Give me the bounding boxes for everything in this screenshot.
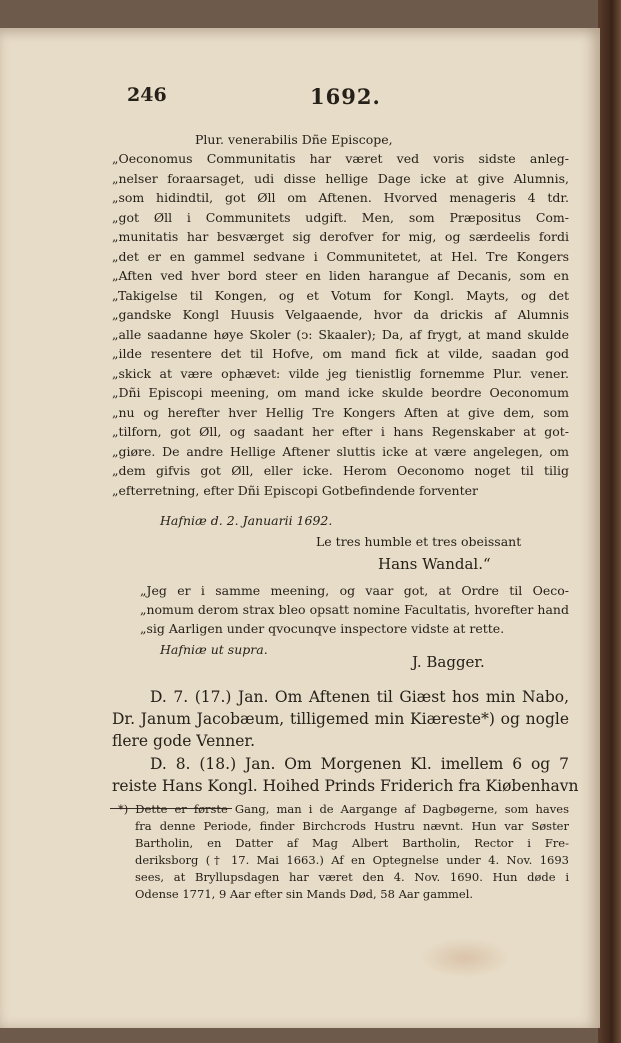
letter-line: „dem gifvis got Øll, eller icke. Herom Oeconomo noget til tilig (112, 463, 569, 478)
letter-line: „det er en gammel sedvane i Communitetet, at Hel. Tre Kongers (112, 249, 569, 264)
book-spine-edge (598, 0, 621, 1043)
footnote-line: Bartholin, en Datter af Mag Albert Bartholin, Rector i Fre- (135, 836, 569, 850)
diary-line: Dr. Janum Jacobæum, tilligemed min Kiæreste*) og nogle (112, 710, 569, 728)
letter-date: Hafniæ d. 2. Januarii 1692. (160, 513, 333, 528)
footnote-line: *) Dette er første Gang, man i de Aargange af Dagbøgerne, som haves (118, 802, 569, 816)
letter-line: „sig Aarligen under qvocunqve inspectore vidste at rette. (140, 621, 505, 636)
diary-line: D. 7. (17.) Jan. Om Aftenen til Giæst hos min Nabo, (150, 688, 569, 706)
diary-line: D. 8. (18.) Jan. Om Morgenen Kl. imellem 6 og 7 (150, 755, 569, 773)
letter-line: „munitatis har besværget sig derofver for mig, og særdeelis fordi (112, 229, 569, 244)
letter-line: „Jeg er i samme meening, og vaar got, at Ordre til Oeco- (140, 583, 569, 598)
letter-line: „Oeconomus Communitatis har været ved voris sidste anleg- (112, 151, 569, 166)
letter-signature: Hans Wandal.“ (378, 555, 491, 573)
letter-place: Hafniæ ut supra. (160, 642, 268, 657)
letter-line: „nelser foraarsaget, udi disse hellige Dage icke at give Alumnis, (112, 171, 569, 186)
letter-line: „Takigelse til Kongen, og et Votum for Kongl. Mayts, og det (112, 288, 569, 303)
letter-line: „nomum derom strax bleo opsatt nomine Facultatis, hvorefter hand (140, 602, 569, 617)
letter-line: „Dñi Episcopi meening, om mand icke skulde beordre Oeconomum (112, 385, 569, 400)
diary-line: reiste Hans Kongl. Hoihed Prinds Friderich fra Kiøbenhavn (112, 777, 579, 795)
letter-line: „gandske Kongl Huusis Velgaaende, hvor da drickis af Alumnis (112, 307, 569, 322)
paper-stain (420, 938, 510, 978)
letter-line: „nu og herefter hver Hellig Tre Kongers Aften at give dem, som (112, 405, 569, 420)
letter-line: „skick at være ophævet: vilde jeg tienistlig fornemme Plur. vener. (112, 366, 569, 381)
footnote-line: deriksborg († 17. Mai 1663.) Af en Optegnelse under 4. Nov. 1693 (135, 853, 569, 867)
footnote-line: Odense 1771, 9 Aar efter sin Mands Død, 58 Aar gammel. (135, 887, 474, 901)
letter-line: „tilforn, got Øll, og saadant her efter i hans Regenskaber at got- (112, 424, 569, 439)
letter-line: „efterretning, efter Dñi Episcopi Gotbefindende forventer (112, 483, 478, 498)
page-number: 246 (127, 84, 167, 106)
book-page (0, 28, 600, 1028)
diary-line: flere gode Venner. (112, 732, 256, 750)
footnote-line: sees, at Bryllupsdagen har været den 4. Nov. 1690. Hun døde i (135, 870, 569, 884)
letter-line: „som hidindtil, got Øll om Aftenen. Hvorved menageris 4 tdr. (112, 190, 569, 205)
footnote-line: fra denne Periode, finder Birchcrods Hustru nævnt. Hun var Søster (135, 819, 569, 833)
letter-line: „alle saadanne høye Skoler (ↄ: Skaaler); Da, af frygt, at mand skulde (112, 327, 569, 342)
letter-line: „ilde resentere det til Hofve, om mand fick at vilde, saadan god (112, 346, 569, 361)
running-head-year: 1692. (310, 84, 381, 109)
letter-closing: Le tres humble et tres obeissant (316, 534, 522, 549)
page-header (0, 84, 600, 114)
letter-line: „giøre. De andre Hellige Aftener sluttis icke at være angelegen, om (112, 444, 569, 459)
letter-signature: J. Bagger. (412, 653, 485, 671)
letter-line: „got Øll i Communitets udgift. Men, som Præpositus Com- (112, 210, 569, 225)
letter-line: „Aften ved hver bord steer en liden harangue af Decanis, som en (112, 268, 569, 283)
letter-salutation: Plur. venerabilis Dñe Episcope, (195, 132, 393, 147)
